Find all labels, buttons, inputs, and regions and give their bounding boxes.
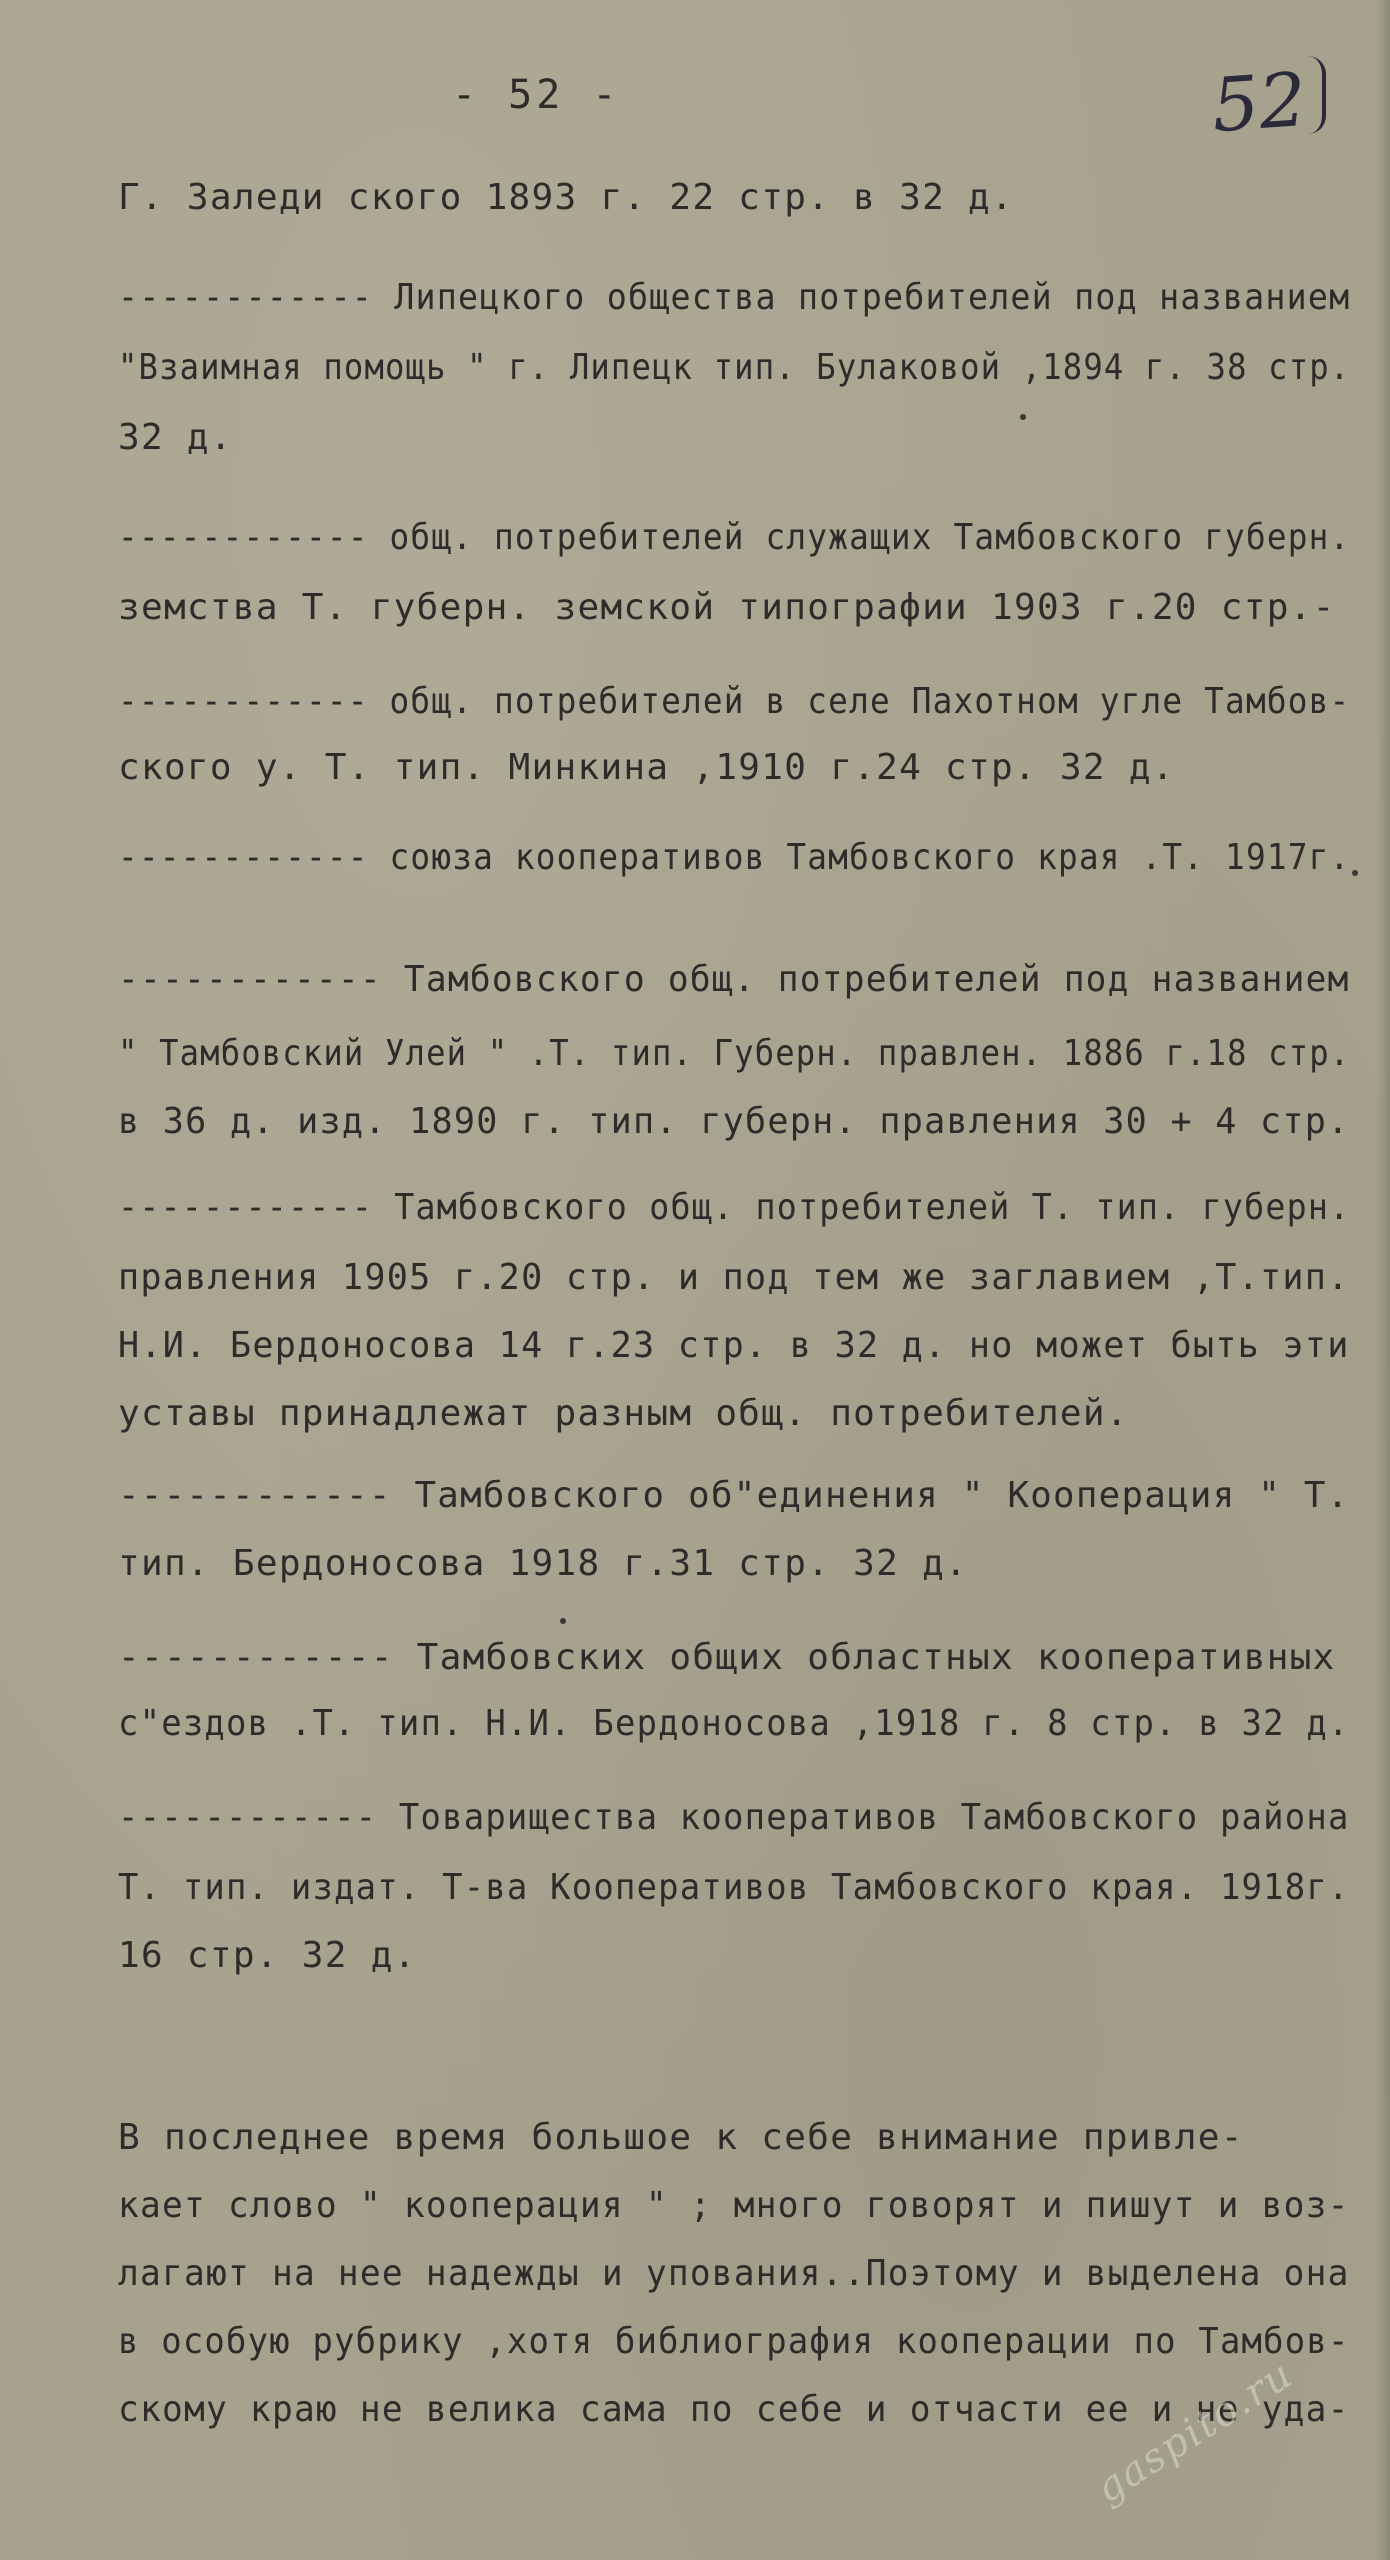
text-line: правления 1905 г.20 стр. и под тем же заглавием ,Т.тип. [118, 1257, 1350, 1298]
text-line: в 36 д. изд. 1890 г. тип. губерн. правления 30 + 4 стр. [118, 1101, 1350, 1142]
ink-speck [560, 1618, 566, 1624]
text-line: кает слово " кооперация " ; много говорят и пишут и воз- [118, 2185, 1350, 2226]
text-line: ------------ союза кооперативов Тамбовского края .Т. 1917г. [118, 837, 1351, 878]
text-line: ------------ Тамбовского общ. потребителей под названием [118, 959, 1350, 1000]
text-line: Г. Заледи ского 1893 г. 22 стр. в 32 д. [118, 177, 1014, 218]
text-line: Т. тип. издат. Т-ва Кооперативов Тамбовского края. 1918г. [118, 1867, 1350, 1908]
text-line: 32 д. [118, 417, 233, 458]
text-line: с"ездов .Т. тип. Н.И. Бердоносова ,1918 г. 8 стр. в 32 д. [118, 1703, 1350, 1744]
text-line: ------------ Тамбовского общ. потребителей Т. тип. губерн. [118, 1187, 1351, 1228]
text-line: уставы принадлежат разным общ. потребителей. [118, 1393, 1129, 1434]
page-number: - 52 - [452, 72, 621, 118]
text-line: ------------ Липецкого общества потребителей под названием [118, 277, 1351, 318]
text-line: в особую рубрику ,хотя библиография кооперации по Тамбов- [118, 2321, 1350, 2362]
text-line: земства Т. губерн. земской типографии 1903 г.20 стр.- [118, 587, 1336, 628]
archive-number-bracket [1308, 56, 1326, 134]
text-line: ------------ Тамбовских общих областных кооперативных [118, 1637, 1336, 1678]
text-line: лагают на нее надежды и упования..Поэтому и выделена она [118, 2253, 1350, 2294]
text-line: Н.И. Бердоносова 14 г.23 стр. в 32 д. но может быть эти [118, 1325, 1350, 1366]
ink-speck [1352, 870, 1358, 876]
text-line: ------------ Тамбовского об"единения " Кооперация " Т. [118, 1475, 1350, 1516]
text-line: " Тамбовский Улей " .Т. тип. Губерн. правлен. 1886 г.18 стр. [118, 1033, 1351, 1074]
ink-speck [1020, 414, 1026, 420]
text-line: тип. Бердоносова 1918 г.31 стр. 32 д. [118, 1543, 969, 1584]
text-line: 16 стр. 32 д. [118, 1935, 417, 1976]
text-line: ------------ общ. потребителей в селе Пахотном угле Тамбов- [118, 681, 1351, 722]
text-line: скому краю не велика сама по себе и отчасти ее и не уда- [118, 2389, 1350, 2430]
text-line: ------------ Товарищества кооперативов Тамбовского района [118, 1797, 1350, 1838]
text-line: "Взаимная помощь " г. Липецк тип. Булаковой ,1894 г. 38 стр. [118, 347, 1351, 388]
page-edge-shadow [1376, 0, 1390, 2560]
archive-page-number: 52 [1209, 56, 1310, 150]
text-line: В последнее время большое к себе внимание привле- [118, 2117, 1244, 2158]
text-line: ского у. Т. тип. Минкина ,1910 г.24 стр. 32 д. [118, 747, 1175, 788]
text-line: ------------ общ. потребителей служащих Тамбовского губерн. [118, 517, 1351, 558]
watermark: gaspito.ru [1087, 2350, 1302, 2513]
